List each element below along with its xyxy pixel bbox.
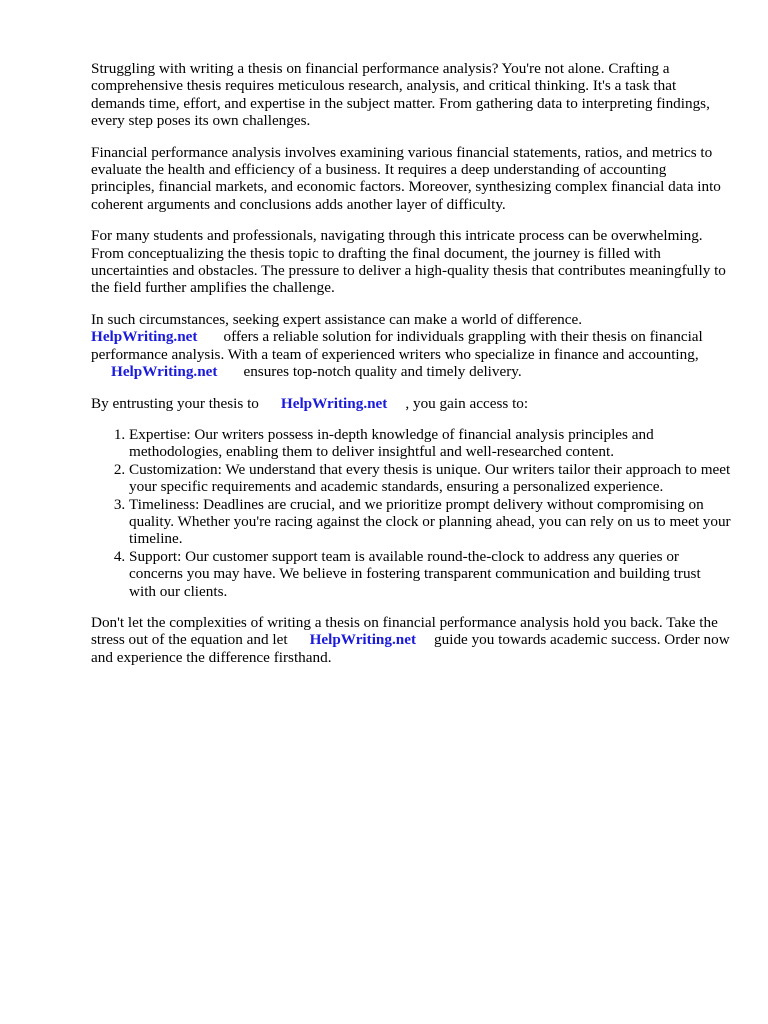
closing-paragraph xyxy=(91,614,731,666)
solution-middle-text: offers a reliable solution for individuals grappling with their thesis on financial performance analysis. With a team of experienced writers who specialize in finance and accounting, xyxy=(91,328,703,363)
document-page xyxy=(91,60,731,680)
intro-paragraph: Struggling with writing a thesis on financial performance analysis? You're not alone. Crafting a comprehensive thesis requires meticulous research, analysis, and critical thinking. It's a task that demands time, effort, and expertise in the subject matter. From gathering data to interpreting findings, every step poses its own challenges. xyxy=(91,60,710,130)
helpwriting-link-4[interactable]: HelpWriting.net xyxy=(309,631,417,649)
access-before-text: By entrusting your thesis to xyxy=(91,394,259,412)
helpwriting-link-2[interactable]: HelpWriting.net xyxy=(111,363,218,381)
closing-after-text: guide you towards academic success. Order now and experience the difference firsthand. xyxy=(91,631,730,666)
helpwriting-link-1[interactable]: HelpWriting.net xyxy=(91,328,198,346)
access-paragraph xyxy=(91,395,731,412)
helpwriting-link-3[interactable]: HelpWriting.net xyxy=(280,394,388,412)
list-item: 3. Timeliness: Deadlines are crucial, and we prioritize prompt delivery without compromising on quality. Whether you're racing against the clock or planning ahead, you can rely on us to meet your timeline. xyxy=(129,496,731,548)
benefits-list xyxy=(91,426,731,600)
closing-before-text: Don't let the complexities of writing a thesis on financial performance analysis hold you back. Take the stress out of the equation and let xyxy=(91,613,718,649)
list-item: 1. Expertise: Our writers possess in-depth knowledge of financial analysis principles and methodologies, enabling them to deliver insightful and well-researched content. xyxy=(129,426,731,461)
list-item: 2. Customization: We understand that every thesis is unique. Our writers tailor their approach to meet your specific requirements and academic standards, ensuring a personalized experience. xyxy=(129,461,731,496)
challenges-paragraph: For many students and professionals, navigating through this intricate process can be overwhelming. From conceptualizing the thesis topic to drafting the final document, the journey is filled with uncertainties and obstacles. The pressure to deliver a high-quality thesis that contributes meaningfully to the field further amplifies the challenge. xyxy=(91,227,726,297)
solution-intro-text: In such circumstances, seeking expert assistance can make a world of difference. xyxy=(91,310,582,328)
analysis-paragraph: Financial performance analysis involves examining various financial statements, ratios, and metrics to evaluate the health and efficiency of a business. It requires a deep understanding of accounting principles, financial markets, and economic factors. Moreover, synthesizing complex financial data into coherent arguments and conclusions adds another layer of difficulty. xyxy=(91,143,721,213)
list-item: 4. Support: Our customer support team is available round-the-clock to address any queries or concerns you may have. We believe in fostering transparent communication and building trust with our clients. xyxy=(129,548,731,600)
solution-paragraph xyxy=(91,311,731,381)
access-after-text: , you gain access to: xyxy=(405,394,529,412)
solution-end-text: ensures top-notch quality and timely delivery. xyxy=(243,363,522,381)
